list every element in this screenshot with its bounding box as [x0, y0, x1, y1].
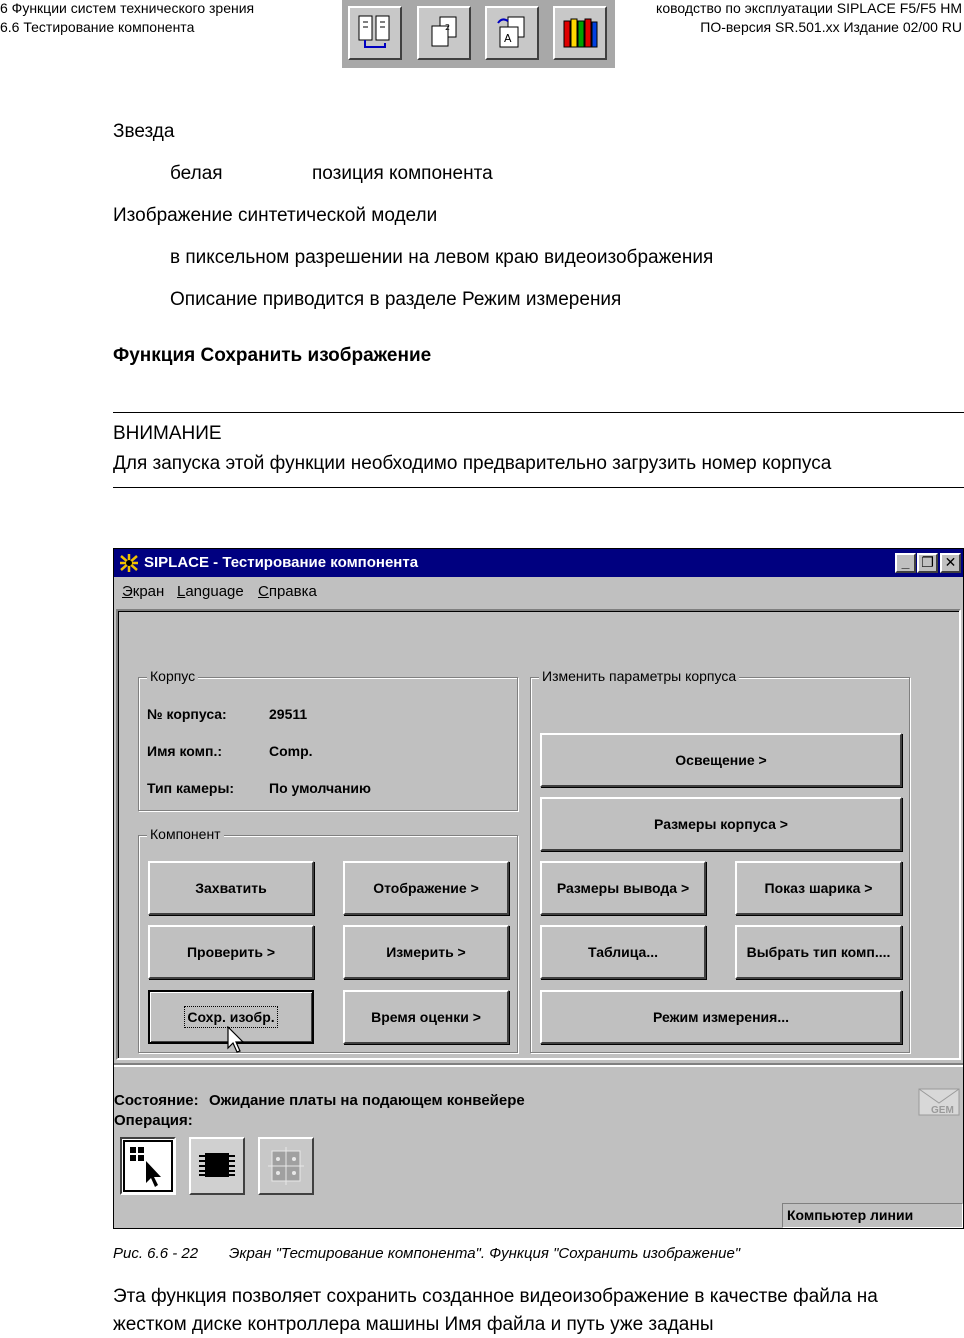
- lead-size-button[interactable]: Размеры вывода >: [540, 861, 706, 915]
- measure-button[interactable]: Измерить >: [343, 925, 509, 979]
- operation-label: Операция:: [114, 1112, 193, 1129]
- capture-button[interactable]: Захватить: [148, 861, 314, 915]
- check-button[interactable]: Проверить >: [148, 925, 314, 979]
- housing-size-button[interactable]: Размеры корпуса >: [540, 797, 902, 851]
- pages-icon[interactable]: [417, 6, 471, 60]
- paragraph-line: жестком диске контроллера машины Имя файла и путь уже заданы: [113, 1314, 714, 1335]
- statusbar-line-computer: Компьютер линии: [782, 1203, 963, 1228]
- close-button[interactable]: ✕: [940, 553, 961, 573]
- star-label: Звезда: [113, 121, 175, 142]
- select-pointer-icon[interactable]: [120, 1137, 176, 1195]
- component-legend: Компонент: [147, 826, 224, 842]
- svg-text:2: 2: [445, 23, 451, 32]
- client-area: [116, 609, 961, 1060]
- component-name-label: Имя комп.:: [147, 743, 223, 759]
- chip-icon[interactable]: [189, 1137, 245, 1195]
- menu-screen[interactable]: Экран: [122, 583, 165, 600]
- divider: [113, 487, 964, 488]
- app-window: [113, 548, 964, 1229]
- app-logo-icon: [119, 553, 139, 573]
- ball-display-button[interactable]: Показ шарика >: [735, 861, 902, 915]
- housing-group: [138, 668, 518, 811]
- navigation-toolbar: [342, 0, 615, 68]
- menu-bar: [114, 577, 963, 605]
- figure-caption: Экран "Тестирование компонента". Функция "Сохранить изображение": [229, 1245, 741, 1262]
- synthetic-ref: Описание приводится в разделе Режим измерения: [170, 289, 622, 310]
- divider: [113, 412, 964, 413]
- measurement-mode-button[interactable]: Режим измерения...: [540, 990, 902, 1044]
- grid-chip-icon[interactable]: [258, 1137, 314, 1195]
- display-button[interactable]: Отображение >: [343, 861, 509, 915]
- lighting-button[interactable]: Освещение >: [540, 733, 902, 787]
- component-group: [138, 826, 518, 1053]
- synthetic-desc: в пиксельном разрешении на левом краю видеоизображения: [170, 247, 714, 268]
- search-doc-icon[interactable]: [485, 6, 539, 60]
- minimize-button[interactable]: _: [895, 553, 916, 573]
- attention-text: Для запуска этой функции необходимо предварительно загрузить номер корпуса: [113, 453, 832, 474]
- evaluation-time-button[interactable]: Время оценки >: [343, 990, 509, 1044]
- star-meaning: позиция компонента: [312, 163, 493, 184]
- attention-title: ВНИМАНИЕ: [113, 423, 222, 444]
- figure-number: Рис. 6.6 - 22: [113, 1245, 199, 1262]
- save-image-button[interactable]: Сохр. изобр.: [148, 990, 314, 1044]
- status-label: Состояние:: [114, 1092, 199, 1109]
- camera-type-label: Тип камеры:: [147, 780, 235, 796]
- status-value: Ожидание платы на подающем конвейере: [209, 1092, 525, 1109]
- restore-button[interactable]: ❐: [917, 553, 938, 573]
- menu-help[interactable]: Справка: [258, 583, 317, 600]
- select-component-type-button[interactable]: Выбрать тип комп....: [735, 925, 902, 979]
- params-legend: Изменить параметры корпуса: [539, 668, 739, 684]
- params-group: [530, 668, 910, 1053]
- gem-label: GEM: [931, 1105, 954, 1116]
- library-icon[interactable]: [553, 6, 607, 60]
- housing-legend: Корпус: [147, 668, 198, 684]
- separator: [114, 1065, 963, 1067]
- housing-number-value: 29511: [269, 706, 308, 722]
- component-name-value: Comp.: [269, 743, 313, 759]
- section-heading: Функция Сохранить изображение: [113, 345, 432, 366]
- header-section: 6.6 Тестирование компонента: [0, 19, 195, 35]
- gem-mail-icon: [917, 1083, 961, 1123]
- housing-number-label: № корпуса:: [147, 706, 227, 722]
- contents-icon[interactable]: [348, 6, 402, 60]
- table-button[interactable]: Таблица...: [540, 925, 706, 979]
- camera-type-value: По умолчанию: [269, 780, 371, 796]
- paragraph-line: Эта функция позволяет сохранить созданное видеоизображение в качестве файла на: [113, 1286, 878, 1307]
- svg-text:A: A: [504, 32, 512, 45]
- synthetic-label: Изображение синтетической модели: [113, 205, 438, 226]
- header-chapter: 6 Функции систем технического зрения: [0, 0, 255, 16]
- header-version: ПО-версия SR.501.xx Издание 02/00 RU: [700, 19, 962, 35]
- operation-toolbar: [114, 1131, 963, 1201]
- title-bar: [114, 549, 963, 577]
- star-color: белая: [170, 163, 223, 184]
- mouse-cursor-icon: [227, 1026, 245, 1054]
- window-title: SIPLACE - Тестирование компонента: [144, 554, 419, 571]
- menu-language[interactable]: Language: [177, 583, 244, 600]
- header-manual: ководство по эксплуатации SIPLACE F5/F5 HM: [656, 0, 962, 16]
